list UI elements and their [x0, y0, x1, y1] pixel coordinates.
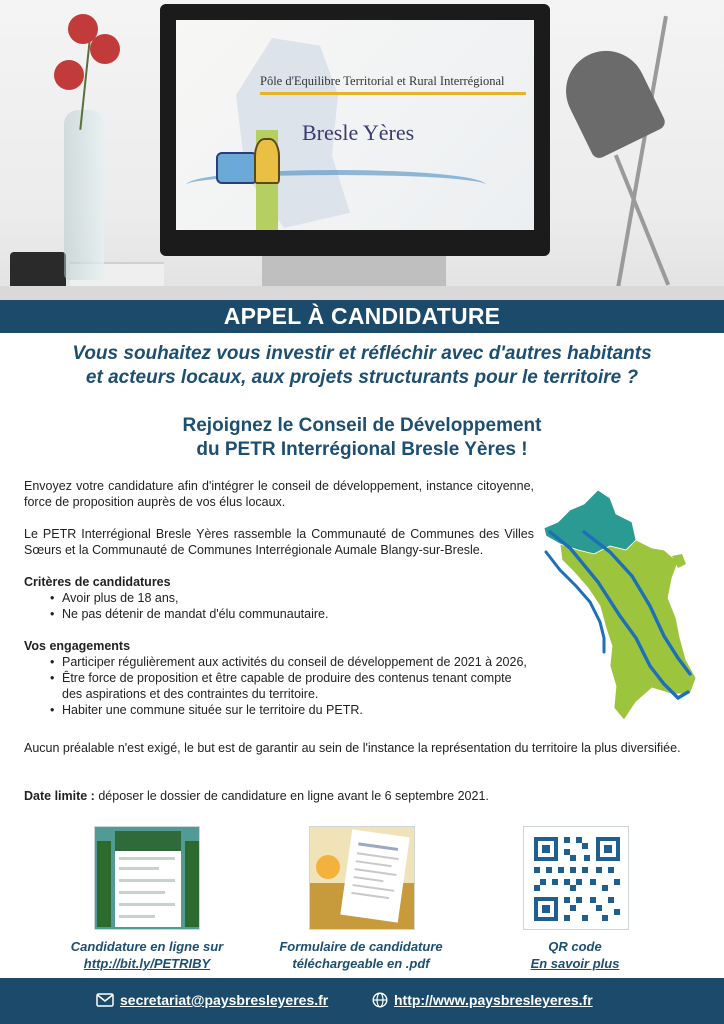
- thumb-line: [119, 879, 175, 882]
- card-title: Formulaire de candidature: [279, 939, 443, 954]
- globe-icon: [372, 992, 388, 1008]
- card-link[interactable]: En savoir plus: [530, 956, 620, 971]
- card-title: QR code: [548, 939, 602, 954]
- qr-code-thumbnail[interactable]: [523, 826, 629, 930]
- thumb-page-header: [115, 831, 181, 851]
- flower: [90, 34, 120, 64]
- qr-finder-dot: [542, 905, 550, 913]
- territory-map: [540, 488, 702, 722]
- monitor-stand: [262, 256, 446, 286]
- form-preview-icon: [95, 827, 200, 930]
- bottle-icon: [254, 138, 280, 184]
- thumb-line: [119, 857, 175, 860]
- thumb-line: [119, 891, 165, 894]
- screen-rule: [260, 92, 526, 95]
- deadline-label: Date limite :: [24, 789, 95, 803]
- list-item: • Participer régulièrement aux activités du conseil de développement de 2021 à 2026,: [50, 654, 534, 670]
- list-item: • Avoir plus de 18 ans,: [50, 590, 534, 606]
- footer: [0, 978, 724, 1024]
- pdf-preview-icon: [310, 827, 415, 930]
- card-caption-qr: [470, 938, 680, 972]
- hero-photo: [0, 0, 724, 300]
- list-item: • Habiter une commune située sur le territoire du PETR.: [50, 702, 534, 718]
- website-link[interactable]: [372, 992, 593, 1008]
- mail-icon: [96, 993, 114, 1007]
- qr-code-icon: [524, 827, 629, 930]
- thumb-tree: [185, 841, 199, 927]
- body-text: [24, 478, 534, 718]
- screen-title: Bresle Yères: [302, 120, 415, 145]
- qr-finder-dot: [542, 845, 550, 853]
- thumb-line: [119, 867, 159, 870]
- desk: [0, 286, 724, 300]
- join-heading: [20, 414, 704, 462]
- intro-line: et acteurs locaux, aux projets structurants pour le territoire ?: [85, 367, 639, 388]
- thumb-tree: [97, 841, 111, 927]
- qr-finder-dot: [604, 845, 612, 853]
- criteria-heading: Critères de candidatures: [24, 575, 171, 589]
- thumb-sun: [316, 855, 340, 879]
- card-title: Candidature en ligne sur: [70, 939, 224, 954]
- join-line: Rejoignez le Conseil de Développement: [182, 415, 542, 436]
- criteria-list: [50, 590, 534, 622]
- email-link[interactable]: [96, 992, 328, 1008]
- website-text[interactable]: http://www.paysbresleyeres.fr: [394, 992, 593, 1008]
- map-teal-region: [544, 490, 636, 554]
- lamp-head: [553, 37, 668, 160]
- monitor-screen: [176, 20, 534, 230]
- thumb-line: [119, 903, 175, 906]
- deadline: [24, 788, 704, 804]
- intro-question: [20, 342, 704, 390]
- paragraph: Le PETR Interrégional Bresle Yères rassemble la Communauté de Communes des Villes Sœurs et la Communauté de Communes Interrégionale Aumale Blangy-sur-Bresle.: [24, 527, 534, 557]
- card-caption-pdf: [256, 938, 466, 972]
- map-lime-region: [560, 540, 696, 720]
- intro-line: Vous souhaitez vous investir et réfléchir avec d'autres habitants: [72, 343, 652, 364]
- deadline-text: déposer le dossier de candidature en ligne avant le 6 septembre 2021.: [94, 789, 489, 803]
- monitor: [160, 4, 550, 256]
- email-text[interactable]: secretariat@paysbresleyeres.fr: [120, 992, 329, 1008]
- pdf-form-thumbnail[interactable]: [309, 826, 415, 930]
- engagements-heading: Vos engagements: [24, 639, 131, 653]
- card-subtitle: téléchargeable en .pdf: [292, 956, 430, 971]
- list-item: • Être force de proposition et être capable de produire des contenus tenant compte des aspirations et des contraintes du territoire.: [50, 670, 534, 702]
- list-item: • Ne pas détenir de mandat d'élu communautaire.: [50, 606, 534, 622]
- vase: [64, 110, 104, 280]
- online-form-thumbnail[interactable]: [94, 826, 200, 930]
- gondola-icon: [216, 152, 258, 184]
- card-caption-online: [42, 938, 252, 972]
- card-link[interactable]: http://bit.ly/PETRIBY: [83, 956, 211, 971]
- engagements-list: [50, 654, 534, 718]
- title-band: APPEL À CANDIDATURE: [0, 300, 724, 333]
- paragraph: Envoyez votre candidature afin d'intégrer le conseil de développement, instance citoyenne, force de proposition auprès de vos élus locaux.: [24, 479, 534, 509]
- no-prerequisite-text: Aucun préalable n'est exigé, le but est de garantir au sein de l'instance la représentation du territoire la plus diversifiée.: [24, 741, 681, 755]
- join-line: du PETR Interrégional Bresle Yères !: [196, 439, 528, 460]
- flower: [54, 60, 84, 90]
- thumb-line: [119, 915, 155, 918]
- screen-subtitle: Pôle d'Equilibre Territorial et Rural Interrégional: [260, 74, 505, 88]
- thumb-page: [340, 829, 409, 922]
